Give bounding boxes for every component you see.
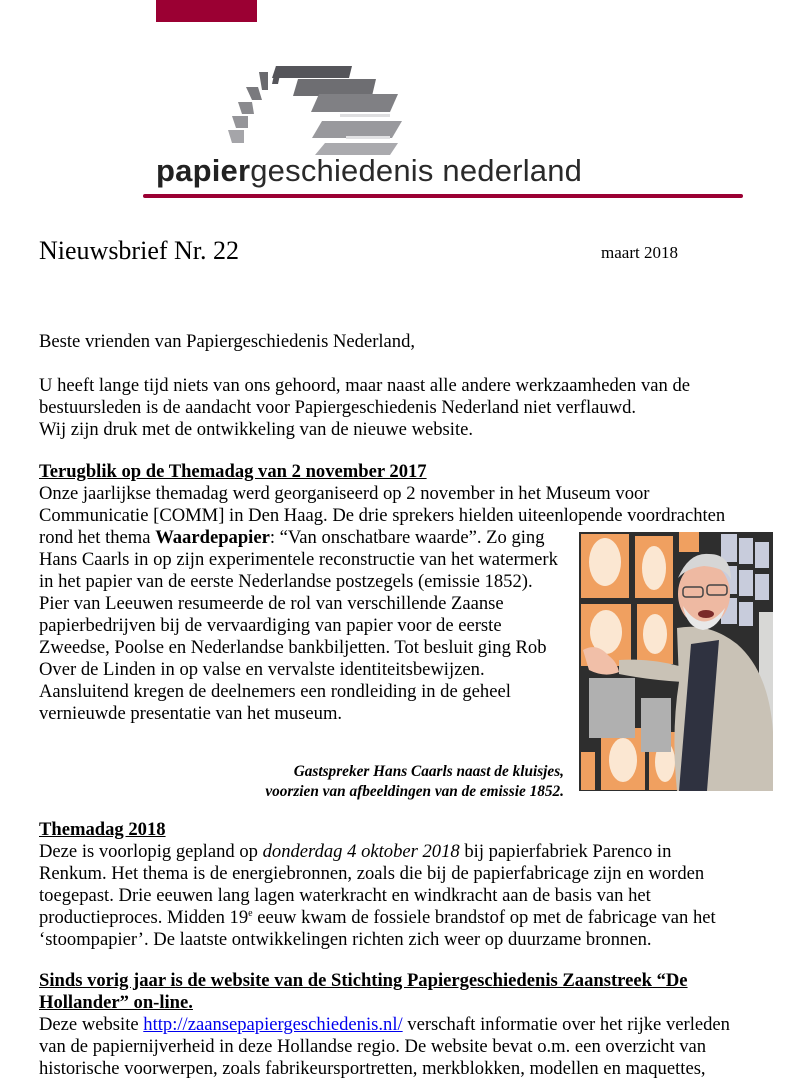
photo-caption <box>265 762 564 802</box>
body-line: Hans Caarls in op zijn experimentele reconstructie van het watermerk <box>39 549 558 570</box>
text-span: Deze website <box>39 1014 144 1035</box>
body-line: vernieuwde presentatie van het museum. <box>39 703 343 724</box>
caption-line: Gastspreker Hans Caarls naast de kluisjes, <box>293 763 564 780</box>
intro-line: Wij zijn druk met de ontwikkeling van de nieuwe website. <box>39 419 474 440</box>
text-span: bij papierfabriek Parenco in <box>459 841 672 862</box>
text-span: eeuw kwam de fossiele brandstof op met de fabricage van het <box>252 907 716 928</box>
body-line: Communicatie [COMM] in Den Haag. De drie sprekers hielden uiteenlopende voordrachten <box>39 505 726 526</box>
section-themadag-2018 <box>39 819 716 951</box>
body-line: in het papier van de eerste Nederlandse postzegels (emissie 1852). <box>39 571 533 592</box>
body-line: van de papiernijverheid in deze Hollandse regio. De website bevat o.m. een overzicht van <box>39 1036 707 1057</box>
body-line: Zweedse, Poolse en Nederlandse bankbiljetten. Tot besluit ging Rob <box>39 637 547 658</box>
header-accent-bar <box>156 0 257 22</box>
text-span: rond het thema <box>39 527 156 548</box>
body-line: Onze jaarlijkse themadag werd georganiseerd op 2 november in het Museum voor <box>39 483 650 504</box>
newsletter-date: maart 2018 <box>601 243 678 262</box>
section-heading: Themadag 2018 <box>39 819 166 840</box>
body-line: Over de Linden in op valse en vervalste identiteitsbewijzen. <box>39 659 485 680</box>
speaker-photo <box>579 532 773 791</box>
body-line: Pier van Leeuwen resumeerde de rol van verschillende Zaanse <box>39 593 504 614</box>
section-heading: Hollander” on-line. <box>39 992 193 1013</box>
section-heading: Sinds vorig jaar is de website van de Stichting Papiergeschiedenis Zaanstreek “De <box>39 970 688 991</box>
body-line: Renkum. Het thema is de energiebronnen, zoals die bij de papierfabricage zijn en worden <box>39 863 705 884</box>
text-span: : “Van onschatbare waarde”. Zo ging <box>269 527 545 548</box>
text-span: productieproces. Midden 19 <box>39 907 249 928</box>
body-line <box>39 907 716 929</box>
section-heading: Terugblik op de Themadag van 2 november 2017 <box>39 461 427 482</box>
section-website <box>39 970 730 1080</box>
theme-name: Waardepapier <box>155 527 270 548</box>
body-line: Aansluitend kregen de deelnemers een rondleiding in de geheel <box>39 681 511 702</box>
body-line: toegepast. Drie eeuwen lang lagen waterkracht en windkracht aan de basis van het <box>39 885 651 906</box>
newsletter-title: Nieuwsbrief Nr. 22 <box>39 236 240 265</box>
body-line <box>39 1014 730 1036</box>
brand-wordmark <box>156 151 582 191</box>
body-line: papierbedrijven bij de vervaardiging van papier voor de eerste <box>39 615 502 636</box>
caption-line: voorzien van afbeeldingen van de emissie 1852. <box>265 783 564 800</box>
header-rule <box>143 194 743 198</box>
greeting: Beste vrienden van Papiergeschiedenis Nederland, <box>39 331 416 352</box>
photo-illustration-icon <box>579 532 773 791</box>
brand-rest: geschiedenis nederland <box>250 153 583 188</box>
intro-line: U heeft lange tijd niets van ons gehoord, maar naast alle andere werkzaamheden van de <box>39 375 691 396</box>
intro-paragraph <box>39 375 690 441</box>
body-line: historische voorwerpen, zoals fabrikeursportretten, merkblokken, modellen en maquettes, <box>39 1058 706 1079</box>
website-link[interactable]: http://zaansepapiergeschiedenis.nl/ <box>143 1014 403 1035</box>
text-span: Deze is voorlopig gepland op <box>39 841 263 862</box>
event-date: donderdag 4 oktober 2018 <box>262 841 460 862</box>
text-span: verschaft informatie over het rijke verleden <box>402 1014 730 1035</box>
intro-line: bestuursleden is de aandacht voor Papiergeschiedenis Nederland niet verflauwd. <box>39 397 637 418</box>
logo-icon <box>222 62 422 162</box>
body-line: ‘stoompapier’. De laatste ontwikkelingen richten zich weer op duurzame bronnen. <box>39 929 652 950</box>
body-line <box>39 841 716 863</box>
brand-bold: papier <box>156 153 251 188</box>
superscript: e <box>248 907 253 919</box>
